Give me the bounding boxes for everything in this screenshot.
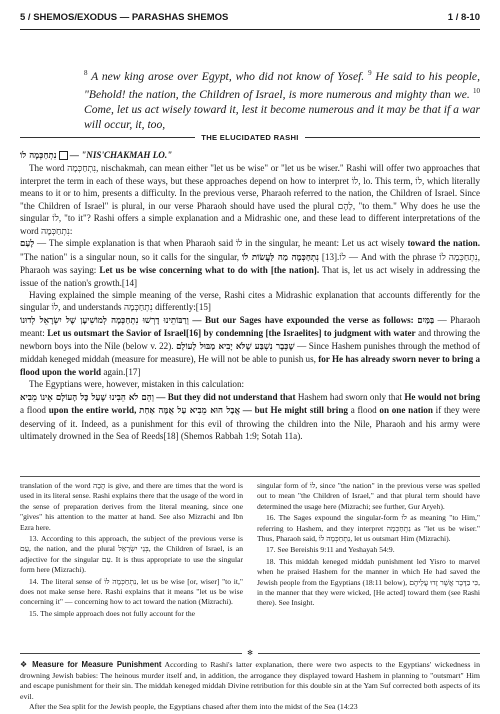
rashi-text: — Since Hashem punishes through the method of middah keneged middah (measure for measure), He will not be able to punish us, bbox=[20, 340, 481, 365]
rashi-text: "The nation" is a singular noun, so it calls for the singular, לוֹ.[13] bbox=[20, 251, 346, 262]
rashi-heading bbox=[20, 149, 480, 162]
hebrew-phrase: אֲבָל הוּא מֵבִיא עַל אֻמָּה אַחַת bbox=[139, 406, 241, 417]
footnote: singular form of לוֹ, since "the nation" in the previous verse was spelled out to mean "the Children of Israel," and that plural term should have determined the usage here (Mizrachi; see further, Gur Aryeh). bbox=[257, 481, 480, 511]
hebrew-phrase: בַּמַּיִם bbox=[417, 315, 435, 326]
section-title-text: THE ELUCIDATED RASHI bbox=[201, 132, 299, 142]
rashi-bold-text: — But they did not understand that bbox=[156, 391, 296, 402]
footnote: 13. According to this approach, the subject of the previous verse is עַם, the nation, and the plural בְּנֵי יִשְׂרָאֵל, the Children of Israel, is an adjective for the singular עַם. It is thus appropriate to use the singular form here (Mizrachi). bbox=[20, 534, 244, 575]
insight-paragraph bbox=[20, 660, 480, 702]
hebrew-phrase: וְרַבּוֹתֵינוּ דָרְשׁוּ נִתְחַכְּמָה לְמוֹשִׁיעָן שֶׁל יִשְׂרָאֵל לְדוּנוֹ bbox=[20, 315, 189, 326]
header-right: 1 / 8-10 bbox=[447, 12, 480, 23]
rashi-text: — And with the phrase נִתְחַכְּמָה לוֹ, Pharaoh was saying: bbox=[20, 251, 481, 276]
hebrew-phrase: וְהֵם לֹא הֵבִינוּ שֶׁעַל כָּל הָעוֹלָם אֵינוֹ מֵבִיא bbox=[20, 392, 154, 403]
rashi-paragraph: Having explained the simple meaning of the verse, Rashi cites a Midrashic explanation that accounts differently for the singular לוֹ, and understands נִתְחַכְּמָה differently:[15] bbox=[20, 289, 480, 313]
rashi-bold-text: Let us be wise concerning what to do with [the nation]. bbox=[99, 265, 320, 276]
running-header bbox=[20, 12, 480, 26]
rashi-bold-text: for He has already sworn never to bring a flood upon the world bbox=[20, 354, 481, 377]
footnote: 14. The literal sense of נִתְחַכְּמָה לוֹ, let us be wise [or, wiser] "to it," does not make sense here. Rashi explains that it means "let us be wise concerning it" — concerning how to act toward the nation (Mizrachi). bbox=[20, 576, 243, 607]
header-rule bbox=[20, 29, 480, 30]
divider-line bbox=[20, 653, 242, 654]
verse-number: 10 bbox=[472, 87, 480, 96]
verse-text: Come, let us act wisely toward it, lest it become numerous and it may be that if a war will occur, it, too, bbox=[84, 103, 480, 132]
rashi-text: Hashem had sworn only that bbox=[297, 391, 403, 402]
insight-divider bbox=[20, 649, 480, 657]
rashi-bold-text: — But our Sages have expounded the verse as follows: bbox=[192, 314, 414, 325]
footnote: 16. The Sages expound the singular-form לוֹ as meaning "to Him," referring to Hashem, and they interpret נִתְחַכְּמָה as "let us be wiser." Thus, Pharaoh said, נִתְחַכְּמָה לוֹ, let us outsmart Him (Mizrachi). bbox=[257, 513, 480, 544]
rashi-text: That is, let us act wisely in addressing the issue of the nation's growth.[14] bbox=[20, 265, 480, 288]
hebrew-phrase: לָעַם bbox=[20, 239, 35, 250]
rashi-text: a flood bbox=[20, 405, 46, 416]
verse-text: A new king arose over Egypt, who did not know of Yosef. bbox=[91, 69, 365, 83]
section-title bbox=[20, 131, 480, 143]
dibur-hamaschil: נִתְחַכְּמָה לוֹ bbox=[20, 151, 57, 161]
footnotes-left-column bbox=[20, 481, 243, 620]
footnote: 15. The simple approach does not fully account for the bbox=[29, 608, 196, 618]
heading-transliteration: — "NIS'CHAKMAH LO." bbox=[69, 150, 173, 160]
rashi-paragraph: The Egyptians were, however, mistaken in this calculation: bbox=[29, 379, 245, 390]
title-rule-left bbox=[20, 137, 195, 138]
box-icon bbox=[59, 151, 68, 160]
insight-paragraph: After the Sea split for the Jewish people, the Egyptians chased after them into the midst of the Sea (14:23 bbox=[29, 702, 358, 712]
rashi-text: — Pharaoh meant: bbox=[20, 314, 481, 339]
footnotes bbox=[20, 481, 480, 620]
verse-text: He said to his people, "Behold! the nation, the Children of Israel, is more numerous and mighty than we. bbox=[84, 69, 480, 101]
rashi-paragraph bbox=[20, 314, 480, 378]
insight-text: According to Rashi's latter explanation, there were two aspects to the Egyptians' wickedness in drowning Jewish babies: The heinous murder itself and, in addition, the arrogance they displayed toward Hashem in planning to "outsmart" Him and escape punishment for their sin. The middah keneged middah Divine retribution for this double sin at the Yam Suf corrected both aspects of its evil. bbox=[20, 660, 480, 701]
hebrew-phrase: נִתְחַכְּמָה מַה לַּעֲשׂוֹת לוֹ bbox=[242, 252, 319, 263]
rashi-bold-text: upon the entire world, bbox=[48, 405, 137, 416]
insight-icon: ❖ bbox=[20, 660, 29, 669]
rashi-commentary bbox=[20, 149, 480, 442]
hebrew-phrase: שֶׁכְּבָר נִשְׁבַּע שֶׁלֹּא יָבִיא מַבּוּל לָעוֹלָם bbox=[176, 341, 295, 352]
rashi-text: and throwing the newborn boys into the Nile (below v. 22). bbox=[20, 328, 481, 351]
title-rule-right bbox=[305, 137, 480, 138]
rashi-bold-text: — but He might still bring bbox=[242, 405, 348, 416]
rashi-text: a flood bbox=[350, 405, 377, 416]
footnote: 18. This middah keneged middah punishment led Yisro to marvel when he praised Hashem for the manner in which He had saved the Jewish people from the Egyptians (18:11 below), כִּי בַדָּבָר אֲשֶׁר זָדוּ עֲלֵיהֶם, in the manner that they were wicked, [He acted] toward them (see Rashi there). See Insight. bbox=[257, 556, 481, 608]
rashi-bold-text: He would not bring bbox=[404, 391, 481, 402]
rashi-bold-text: on one nation bbox=[379, 405, 433, 416]
rashi-paragraph bbox=[20, 391, 480, 443]
rashi-bold-text: Let us outsmart the Savior of Israel[16] by condemning [the Israelites] to judgment with water bbox=[47, 328, 416, 339]
rashi-bold-text: toward the nation. bbox=[407, 238, 480, 249]
verse-translation bbox=[84, 66, 480, 133]
verse-number: 9 bbox=[368, 69, 372, 77]
divider-line bbox=[258, 653, 480, 654]
footnote: translation of the word הָבָה is give, and there are times that the word is used in its literal sense. Rashi explains there that the usage of the word in the sense of preparation derives from the literal meaning, since one "gives" his attention to the matter at hand. See also Mizrachi and Ibn Ezra here. bbox=[20, 481, 243, 532]
rashi-text: again.[17] bbox=[103, 366, 141, 377]
rashi-text: — The simple explanation is that when Pharaoh said לוֹ in the singular, he meant: Let us act wisely bbox=[37, 238, 405, 249]
verse-number: 8 bbox=[84, 69, 88, 77]
insight-title: Measure for Measure Punishment bbox=[32, 660, 162, 669]
rashi-text: if they were deserving of it. Indeed, as a punishment for this evil of throwing the children into the Nile, Pharaoh and his army were ultimately drowned in the Sea of Reeds[18] (Shemos Rabbah 1:9; Sotah 11a). bbox=[20, 405, 481, 441]
footnote: 17. See Bereishis 9:11 and Yeshayah 54:9. bbox=[266, 545, 395, 555]
footnotes-right-column bbox=[257, 481, 480, 620]
rashi-paragraph: The word נִתְחַכְּמָה, nischakmah, can mean either "let us be wise" or "let us be wiser." Rashi will offer two approaches that interpret the term in each of these ways, but these approaches depend on how to interpret לוֹ, lo. This term, לוֹ, which literally means to it or to him, presents a difficulty. In the previous verse, Pharaoh referred to the nation, the Children of Israel. Since "the Children of Israel" is plural, in our verse Pharaoh should have used the plural לָהֶם, "to them." Why does he use the singular לוֹ, "to it"? Rashi offers a simple explanation and a Midrashic one, and these lead to different interpretations of the word נִתְחַכְּמָה: bbox=[20, 163, 481, 236]
footnotes-rule bbox=[20, 476, 480, 477]
rashi-paragraph bbox=[20, 237, 480, 289]
header-left: 5 / SHEMOS/EXODUS — PARASHAS SHEMOS bbox=[20, 12, 229, 23]
insight-box bbox=[20, 660, 480, 713]
ornament-icon: ✻ bbox=[247, 648, 253, 657]
